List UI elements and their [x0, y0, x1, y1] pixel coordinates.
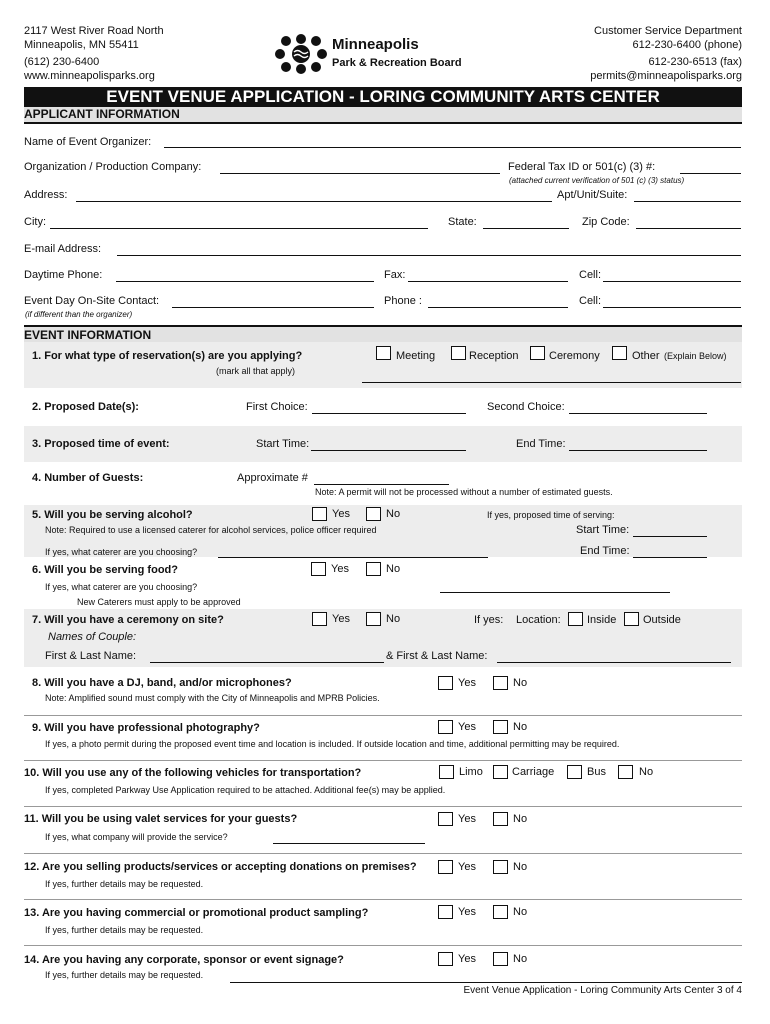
- department-phone: 612-230-6400 (phone): [632, 39, 742, 51]
- partner2-label: & First & Last Name:: [386, 650, 488, 662]
- onsite-contact-label: Event Day On-Site Contact:: [24, 295, 160, 307]
- selling-no-checkbox[interactable]: [493, 860, 508, 874]
- valet-yes-checkbox[interactable]: [438, 812, 453, 826]
- tax-id-label: Federal Tax ID or 501(c) (3) #:: [508, 161, 656, 173]
- other-checkbox[interactable]: [612, 346, 627, 360]
- q12-note: If yes, further details may be requested.: [45, 879, 204, 889]
- q9-note: If yes, a photo permit during the proposed event time and location is included. If outside location and time, additional permitting may be required.: [45, 739, 620, 749]
- cell-field[interactable]: [603, 281, 741, 282]
- bus-label: Bus: [587, 766, 606, 778]
- divider: [24, 945, 742, 946]
- selling-yes-checkbox[interactable]: [438, 860, 453, 874]
- cell-label: Cell:: [579, 269, 602, 281]
- dj-yes-label: Yes: [458, 677, 476, 689]
- q8-note: Note: Amplified sound must comply with the City of Minneapolis and MPRB Policies.: [45, 693, 380, 703]
- first-choice-label: First Choice:: [246, 401, 308, 413]
- carriage-label: Carriage: [512, 766, 555, 778]
- q10-label: 10. Will you use any of the following vehicles for transportation?: [24, 767, 362, 779]
- divider: [24, 806, 742, 807]
- valet-yes-label: Yes: [458, 813, 476, 825]
- start-time-label: Start Time:: [256, 438, 310, 450]
- address-block: [24, 24, 164, 83]
- onsite-phone-field[interactable]: [428, 307, 568, 308]
- main-phone: (612) 230-6400: [24, 56, 100, 68]
- q12-label: 12. Are you selling products/services or accepting donations on premises?: [24, 861, 417, 873]
- vehicle-no-label: No: [639, 766, 654, 778]
- department-block: [590, 24, 742, 83]
- divider: [24, 899, 742, 900]
- fax-field[interactable]: [408, 281, 568, 282]
- dj-yes-checkbox[interactable]: [438, 676, 453, 690]
- q14-label: 14. Are you having any corporate, sponsor or event signage?: [24, 954, 344, 966]
- bus-checkbox[interactable]: [567, 765, 582, 779]
- q11-label: 11. Will you be using valet services for your guests?: [24, 813, 298, 825]
- limo-checkbox[interactable]: [439, 765, 454, 779]
- email-label: E-mail Address:: [24, 243, 102, 255]
- selling-yes-label: Yes: [458, 861, 476, 873]
- tax-id-field[interactable]: [680, 173, 741, 174]
- outside-label: Outside: [643, 614, 681, 626]
- organization-field[interactable]: [220, 173, 500, 174]
- zip-label: Zip Code:: [582, 216, 630, 228]
- signage-yes-label: Yes: [458, 953, 476, 965]
- state-label: State:: [448, 216, 477, 228]
- signage-yes-checkbox[interactable]: [438, 952, 453, 966]
- limo-label: Limo: [459, 766, 483, 778]
- department-fax: 612-230-6513 (fax): [648, 56, 742, 68]
- mprb-logo: [274, 34, 328, 77]
- valet-no-checkbox[interactable]: [493, 812, 508, 826]
- daytime-phone-field[interactable]: [116, 281, 374, 282]
- serving-end-label: End Time:: [580, 545, 630, 557]
- approximate-label: Approximate #: [237, 472, 308, 484]
- divider: [24, 715, 742, 716]
- serving-start-label: Start Time:: [576, 524, 630, 536]
- food-yes-label: Yes: [331, 563, 349, 575]
- q11-note: If yes, what company will provide the service?: [45, 832, 228, 842]
- other-note: (Explain Below): [664, 351, 727, 361]
- state-field[interactable]: [483, 228, 569, 229]
- tax-id-note: (attached current verification of 501 (c) (3) status): [509, 176, 685, 185]
- sampling-no-label: No: [513, 906, 528, 918]
- q9-label: 9. Will you have professional photography?: [32, 722, 260, 734]
- apt-field[interactable]: [634, 201, 741, 202]
- footer-rule: [230, 982, 742, 983]
- divider: [24, 760, 742, 761]
- onsite-cell-label: Cell:: [579, 295, 602, 307]
- fax-label: Fax:: [384, 269, 406, 281]
- photo-no-label: No: [513, 721, 528, 733]
- q8-label: 8. Will you have a DJ, band, and/or microphones?: [32, 677, 292, 689]
- sampling-yes-label: Yes: [458, 906, 476, 918]
- q5-note: Note: Required to use a licensed caterer for alcohol services, police officer required: [45, 525, 377, 535]
- serving-time-label: If yes, proposed time of serving:: [487, 510, 615, 520]
- couple-label: Names of Couple:: [48, 631, 137, 643]
- food-no-label: No: [386, 563, 401, 575]
- city-field[interactable]: [50, 228, 428, 229]
- q7-ifyes-label: If yes:: [474, 614, 504, 626]
- q13-label: 13. Are you having commercial or promotional product sampling?: [24, 907, 369, 919]
- daytime-phone-label: Daytime Phone:: [24, 269, 103, 281]
- alcohol-yes-label: Yes: [332, 508, 350, 520]
- q1-note: (mark all that apply): [216, 366, 296, 376]
- alcohol-caterer-label: If yes, what caterer are you choosing?: [45, 547, 198, 557]
- email-field[interactable]: [117, 255, 741, 256]
- start-time-field[interactable]: [311, 450, 466, 451]
- q1-label: 1. For what type of reservation(s) are you applying?: [32, 350, 303, 362]
- organizer-label: Name of Event Organizer:: [24, 136, 152, 148]
- q4-note: Note: A permit will not be processed without a number of estimated guests.: [315, 487, 613, 497]
- department-email[interactable]: permits@minneapolisparks.org: [590, 70, 742, 82]
- department-name: Customer Service Department: [594, 25, 742, 37]
- ceremony-yes-checkbox[interactable]: [312, 612, 327, 626]
- q6-label: 6. Will you be serving food?: [32, 564, 178, 576]
- alcohol-no-checkbox[interactable]: [366, 507, 381, 521]
- guests-field[interactable]: [314, 484, 449, 485]
- address-label: Address:: [24, 189, 68, 201]
- alcohol-no-label: No: [386, 508, 401, 520]
- photo-yes-checkbox[interactable]: [438, 720, 453, 734]
- inside-checkbox[interactable]: [568, 612, 583, 626]
- ceremony-no-label: No: [386, 613, 401, 625]
- serving-end-field[interactable]: [633, 557, 707, 558]
- valet-no-label: No: [513, 813, 528, 825]
- reception-label: Reception: [469, 350, 519, 362]
- ceremony-no-checkbox[interactable]: [366, 612, 381, 626]
- food-caterer-label: If yes, what caterer are you choosing?: [45, 582, 198, 592]
- selling-no-label: No: [513, 861, 528, 873]
- q5-label: 5. Will you be serving alcohol?: [32, 509, 193, 521]
- address-field[interactable]: [76, 201, 552, 202]
- photo-yes-label: Yes: [458, 721, 476, 733]
- valet-company-field[interactable]: [273, 843, 425, 844]
- zip-field[interactable]: [636, 228, 741, 229]
- website-link[interactable]: www.minneapolisparks.org: [24, 70, 155, 82]
- page-footer: Event Venue Application - Loring Community Arts Center 3 of 4: [463, 985, 742, 996]
- food-caterer-field[interactable]: [440, 592, 670, 593]
- partner2-field[interactable]: [497, 662, 731, 663]
- organizer-field[interactable]: [164, 147, 741, 148]
- signage-no-checkbox[interactable]: [493, 952, 508, 966]
- partner1-field[interactable]: [150, 662, 384, 663]
- other-label: Other: [632, 350, 660, 362]
- sampling-yes-checkbox[interactable]: [438, 905, 453, 919]
- section-header-applicant: APPLICANT INFORMATION: [24, 107, 742, 124]
- inside-label: Inside: [587, 614, 617, 626]
- organization-label: Organization / Production Company:: [24, 161, 202, 173]
- location-label: Location:: [516, 614, 561, 626]
- reception-checkbox[interactable]: [451, 346, 466, 360]
- carriage-checkbox[interactable]: [493, 765, 508, 779]
- second-choice-label: Second Choice:: [487, 401, 565, 413]
- logo-name: Minneapolis: [332, 36, 419, 53]
- onsite-contact-field[interactable]: [172, 307, 374, 308]
- divider: [24, 853, 742, 854]
- meeting-checkbox[interactable]: [376, 346, 391, 360]
- q7-label: 7. Will you have a ceremony on site?: [32, 614, 224, 626]
- sampling-no-checkbox[interactable]: [493, 905, 508, 919]
- onsite-phone-label: Phone :: [384, 295, 422, 307]
- address-line-2: Minneapolis, MN 55411: [24, 39, 139, 51]
- meeting-label: Meeting: [396, 350, 436, 362]
- second-choice-field[interactable]: [569, 413, 707, 414]
- page-title: EVENT VENUE APPLICATION - LORING COMMUNITY ARTS CENTER: [24, 87, 742, 107]
- q13-note: If yes, further details may be requested.: [45, 925, 204, 935]
- partner1-label: First & Last Name:: [45, 650, 137, 662]
- food-yes-checkbox[interactable]: [311, 562, 326, 576]
- onsite-note: (if different than the organizer): [25, 310, 133, 319]
- serving-start-field[interactable]: [633, 536, 707, 537]
- q4-label: 4. Number of Guests:: [32, 472, 144, 484]
- q14-note: If yes, further details may be requested.: [45, 970, 204, 980]
- dj-no-checkbox[interactable]: [493, 676, 508, 690]
- ceremony-label: Ceremony: [549, 350, 600, 362]
- apt-label: Apt/Unit/Suite:: [557, 189, 628, 201]
- ceremony-checkbox[interactable]: [530, 346, 545, 360]
- flower-emblem-icon: [274, 34, 328, 74]
- photo-no-checkbox[interactable]: [493, 720, 508, 734]
- logo-subtitle: Park & Recreation Board: [332, 57, 462, 69]
- signage-no-label: No: [513, 953, 528, 965]
- alcohol-caterer-field[interactable]: [218, 557, 488, 558]
- city-label: City:: [24, 216, 46, 228]
- dj-no-label: No: [513, 677, 528, 689]
- q6-note: New Caterers must apply to be approved: [77, 597, 241, 607]
- q10-note: If yes, completed Parkway Use Application required to be attached. Additional fee(s) may be applied.: [45, 785, 446, 795]
- first-choice-field[interactable]: [312, 413, 466, 414]
- address-line-1: 2117 West River Road North: [24, 25, 164, 37]
- food-no-checkbox[interactable]: [366, 562, 381, 576]
- end-time-field[interactable]: [569, 450, 707, 451]
- end-time-label: End Time:: [516, 438, 566, 450]
- vehicle-no-checkbox[interactable]: [618, 765, 633, 779]
- alcohol-yes-checkbox[interactable]: [312, 507, 327, 521]
- q3-label: 3. Proposed time of event:: [32, 438, 170, 450]
- onsite-cell-field[interactable]: [603, 307, 741, 308]
- ceremony-yes-label: Yes: [332, 613, 350, 625]
- q2-label: 2. Proposed Date(s):: [32, 401, 139, 413]
- outside-checkbox[interactable]: [624, 612, 639, 626]
- other-explain-field[interactable]: [362, 382, 741, 383]
- section-header-event: EVENT INFORMATION: [24, 325, 742, 343]
